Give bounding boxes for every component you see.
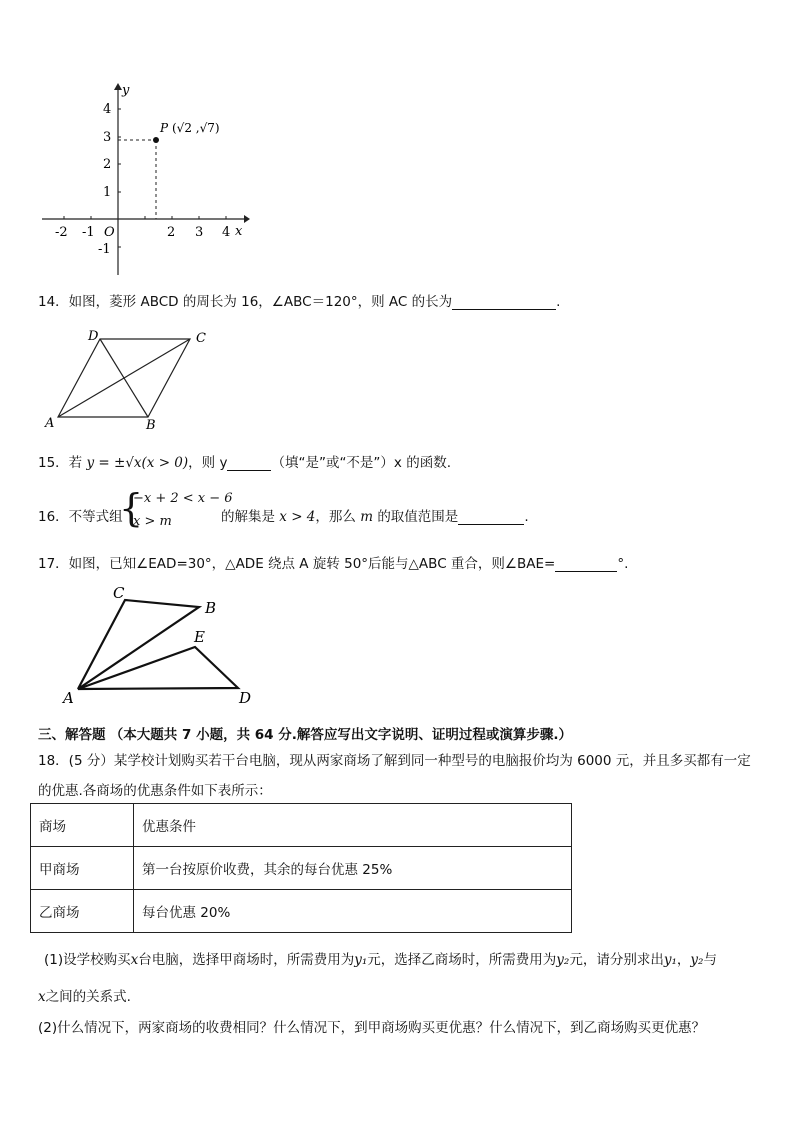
q18-p1-var: x	[38, 989, 46, 1005]
q16-brace: {	[119, 486, 144, 530]
q18-p1-var: y₁	[354, 952, 368, 968]
y-tick: 3	[103, 130, 112, 145]
rhombus-figure	[40, 325, 220, 435]
q16-var: m	[360, 509, 374, 525]
y-tick: 4	[103, 102, 112, 117]
vertex-b: B	[205, 599, 217, 617]
table-cell: 优惠条件	[134, 804, 572, 847]
q18-part-2: (2)什么情况下，两家商场的收费相同？什么情况下，到甲商场购买更优惠？什么情况下，到乙商场购买更优惠？	[38, 1020, 706, 1036]
q17-answer-blank[interactable]	[555, 556, 617, 572]
q18-part-1	[44, 948, 717, 968]
x-tick: 2	[167, 225, 176, 240]
vertex-a: A	[45, 416, 55, 431]
point-coord: (√2 ,√7)	[172, 121, 220, 135]
point-p	[153, 137, 159, 143]
q18-p1-text: 元，选择乙商场时，所需费用为	[367, 952, 557, 968]
x-tick: -1	[82, 225, 95, 240]
x-tick: 4	[222, 225, 231, 240]
vertex-c: C	[196, 331, 206, 346]
q15-prefix: 15．若	[38, 455, 83, 471]
vertex-d: D	[239, 689, 252, 707]
q16-end: .	[524, 509, 529, 525]
vertex-b: B	[146, 418, 156, 433]
q18-p1-text: 与	[703, 952, 717, 968]
x-axis-label: x	[235, 224, 243, 239]
q14-end: .	[556, 294, 561, 310]
table-cell: 甲商场	[31, 847, 134, 890]
question-16	[38, 505, 123, 525]
y-axis-label: y	[122, 83, 130, 98]
table-row	[31, 847, 572, 890]
q16-mid: 的解集是	[221, 509, 275, 525]
coordinate-graph	[38, 80, 253, 280]
q16-prefix: 16．不等式组	[38, 509, 123, 525]
q18-p1-text: ，	[676, 952, 691, 968]
question-17	[38, 552, 628, 572]
rotation-figure	[55, 580, 260, 710]
q18-line-2: 的优惠.各商场的优惠条件如下表所示：	[38, 783, 272, 799]
q18-p1-text: 台电脑，选择甲商场时，所需费用为	[138, 952, 355, 968]
q18-p1-text: (1)设学校购买	[44, 952, 131, 968]
q17-end: °.	[617, 556, 629, 572]
q16-suffix: 的取值范围是	[377, 509, 459, 525]
q18-line-1: 18．(5 分）某学校计划购买若干台电脑，现从两家商场了解到同一种型号的电脑报价均为 6000 元，并且多买都有一定	[38, 753, 751, 769]
table-row	[31, 804, 572, 847]
q14-text: 14．如图，菱形 ABCD 的周长为 16，∠ABC＝120°，则 AC 的长为	[38, 294, 453, 310]
q18-p1-text: 之间的关系式.	[45, 989, 131, 1005]
section-3-heading	[38, 723, 572, 743]
q16-mid2: ，那么	[315, 509, 356, 525]
y-tick: 1	[103, 185, 112, 200]
vertex-d: D	[88, 329, 99, 344]
table-row	[31, 890, 572, 933]
discount-table	[30, 803, 572, 933]
q18-p1-var: y₂	[690, 952, 704, 968]
q18-part-1-cont	[38, 985, 131, 1005]
q15-mid: ，则 y	[188, 455, 228, 471]
vertex-c: C	[113, 584, 125, 602]
question-15	[38, 451, 451, 471]
q16-ineq-2: x > m	[133, 514, 172, 529]
y-tick: 2	[103, 157, 112, 172]
q18-p1-var: x	[130, 952, 139, 968]
table-cell: 商场	[31, 804, 134, 847]
section-3-desc: （本大题共 7 小题，共 64 分.解答应写出文字说明、证明过程或演算步骤.）	[109, 727, 573, 743]
point-label: P	[160, 121, 169, 135]
origin-label: O	[104, 225, 115, 240]
table-cell: 第一台按原价收费，其余的每台优惠 25%	[134, 847, 572, 890]
x-tick: 3	[195, 225, 204, 240]
q16-rest	[221, 505, 529, 525]
table-cell: 乙商场	[31, 890, 134, 933]
q16-cond: x > 4	[279, 509, 316, 525]
q15-suffix: （填“是”或“不是”）x 的函数.	[271, 455, 452, 471]
q16-answer-blank[interactable]	[458, 509, 524, 525]
y-tick: -1	[98, 242, 111, 257]
q18-p1-text: 元，请分别求出	[569, 952, 664, 968]
section-3-title: 三、解答题	[38, 727, 106, 743]
q15-answer-blank[interactable]	[227, 455, 271, 471]
q17-text: 17．如图，已知∠EAD=30°，△ADE 绕点 A 旋转 50°后能与△ABC 重合，则∠BAE=	[38, 556, 556, 572]
q16-ineq-1: −x + 2 < x − 6	[133, 491, 233, 506]
q18-p1-var: y₁	[663, 952, 677, 968]
q18-p1-var: y₂	[556, 952, 570, 968]
question-14	[38, 290, 560, 310]
table-cell: 每台优惠 20%	[134, 890, 572, 933]
q14-answer-blank[interactable]	[452, 294, 556, 310]
q15-formula: y = ±√x(x > 0)	[86, 455, 189, 471]
vertex-e: E	[194, 628, 205, 646]
vertex-a: A	[63, 689, 74, 707]
x-tick: -2	[55, 225, 68, 240]
